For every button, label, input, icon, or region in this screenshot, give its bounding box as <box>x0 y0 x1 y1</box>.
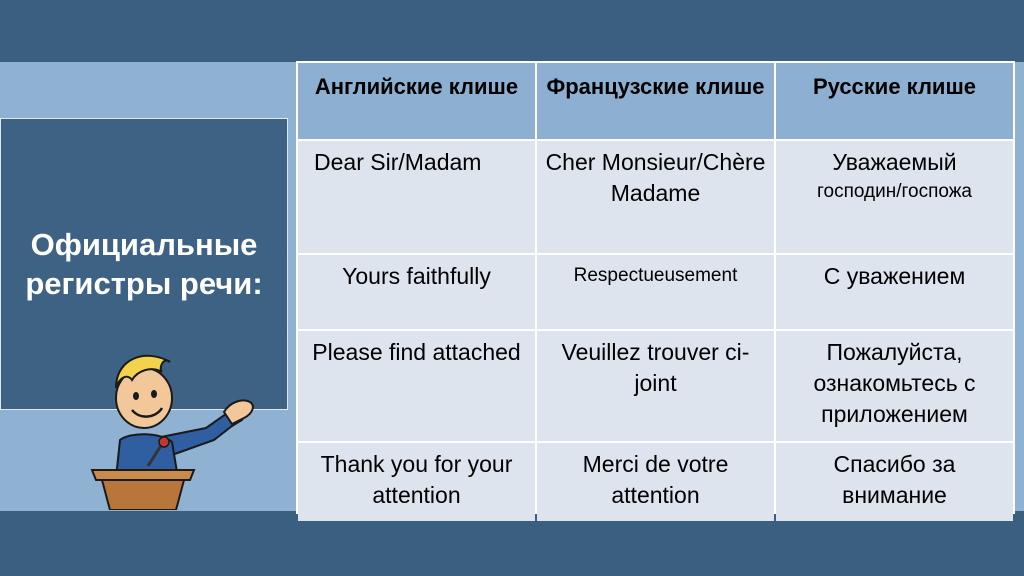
cell-russian-sub: господин/госпожа <box>817 181 972 202</box>
cell-french: Respectueusement <box>537 255 774 329</box>
cell-french: Merci de votre attention <box>537 443 774 521</box>
cell-russian-main: Уважаемый <box>832 149 957 175</box>
cell-russian: Пожалуйста, ознакомьтесь с приложением <box>776 331 1013 441</box>
cell-french: Cher Monsieur/Chère Madame <box>537 141 774 253</box>
header-english: Английские клише <box>298 63 535 139</box>
cell-english: Please find attached <box>298 331 535 441</box>
cell-english: Thank you for your attention <box>298 443 535 521</box>
cell-english: Yours faithfully <box>298 255 535 329</box>
cell-french: Veuillez trouver ci-joint <box>537 331 774 441</box>
cell-russian: Спасибо за внимание <box>776 443 1013 521</box>
slide-title: Официальные регистры речи: <box>25 227 263 301</box>
cell-english: Dear Sir/Madam <box>298 141 535 253</box>
table-row <box>298 141 1013 253</box>
header-french: Французские клише <box>537 63 774 139</box>
phrases-table <box>296 61 1015 514</box>
table-row <box>298 443 1013 521</box>
table-header-row <box>298 63 1013 139</box>
presenter-mascot-icon <box>86 348 258 510</box>
table-row <box>298 255 1013 329</box>
cell-russian: С уважением <box>776 255 1013 329</box>
cell-russian <box>776 141 1013 253</box>
header-russian: Русские клише <box>776 63 1013 139</box>
table-row <box>298 331 1013 441</box>
